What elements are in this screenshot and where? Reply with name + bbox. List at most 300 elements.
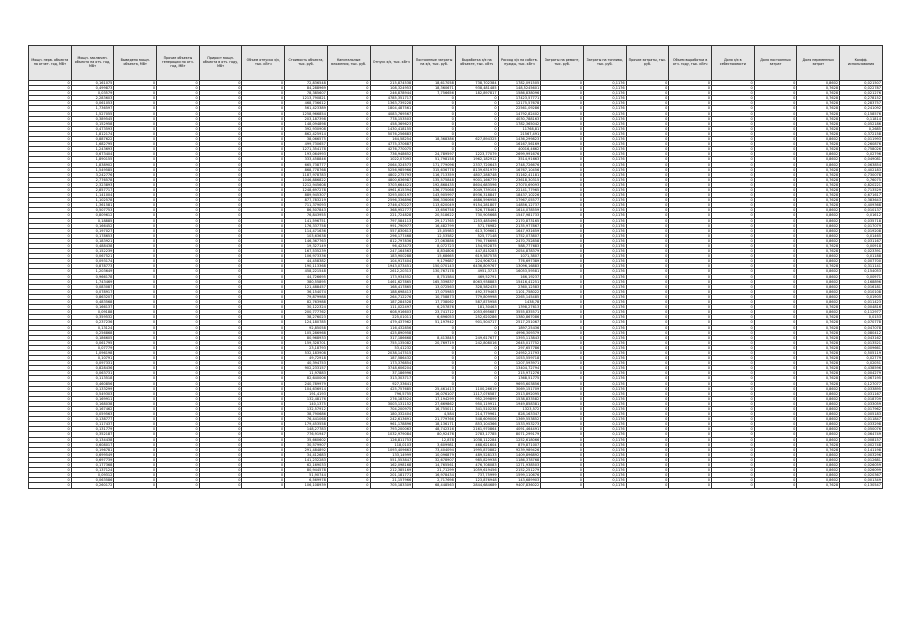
table-cell: 136,775068 xyxy=(413,187,456,192)
table-cell: 0,8602 xyxy=(797,396,840,401)
table-cell: 0 xyxy=(327,233,370,238)
table-cell: 16167,56169 xyxy=(498,142,541,147)
table-cell: 6,569978 xyxy=(285,478,328,483)
table-cell: 2337,720643 xyxy=(455,162,498,167)
table-cell: 0 xyxy=(242,264,285,269)
table-cell: 0,177368 xyxy=(71,463,114,468)
table-cell: 0 xyxy=(626,330,669,335)
table-cell: 0 xyxy=(712,376,755,381)
table-cell: 0 xyxy=(114,315,157,320)
table-cell: 1804,487561 xyxy=(370,106,413,111)
table-cell: 0,1176 xyxy=(583,345,626,350)
table-cell: 0 xyxy=(157,116,200,121)
table-cell: 19,327149 xyxy=(285,244,328,249)
table-cell: 0,09312 xyxy=(71,473,114,478)
table-cell: 0 xyxy=(199,437,242,442)
table-cell: 0 xyxy=(327,116,370,121)
table-cell: 0 xyxy=(712,447,755,452)
table-cell: 0,8602 xyxy=(797,457,840,462)
table-cell: 0 xyxy=(541,391,584,396)
table-cell: 0 xyxy=(199,244,242,249)
table-cell: 571,76982 xyxy=(455,223,498,228)
table-cell: 9154,281807 xyxy=(455,203,498,208)
table-cell: 3049,739104 xyxy=(455,187,498,192)
table-cell: 0 xyxy=(754,111,797,116)
table-cell: 0 xyxy=(754,427,797,432)
table-cell: 0 xyxy=(199,305,242,310)
table-cell: 0 xyxy=(327,172,370,177)
table-cell: 0,8602 xyxy=(797,274,840,279)
table-cell: 11768,81 xyxy=(498,126,541,131)
table-cell: 0 xyxy=(754,101,797,106)
column-header: Капитальные вложения, тыс. руб. xyxy=(327,46,370,81)
table-cell: 1599,110676 xyxy=(498,473,541,478)
table-cell: 0,1176 xyxy=(583,432,626,437)
table-cell: 0 xyxy=(754,340,797,345)
table-cell: 0,169911 xyxy=(71,396,114,401)
table-cell: 0 xyxy=(541,121,584,126)
table-cell: 0 xyxy=(626,106,669,111)
table-cell: 0 xyxy=(114,432,157,437)
table-cell: 246,878944 xyxy=(370,91,413,96)
table-cell: 1586,838096 xyxy=(498,91,541,96)
table-cell: 18437,10226 xyxy=(498,193,541,198)
table-cell: 0 xyxy=(242,223,285,228)
table-cell: 0 xyxy=(29,284,72,289)
table-cell: 16767,10456 xyxy=(498,167,541,172)
table-cell: 0,1176 xyxy=(583,371,626,376)
table-cell: 0 xyxy=(242,396,285,401)
table-cell: 0,166137 xyxy=(71,305,114,310)
table-cell: 24,789597 xyxy=(413,152,456,157)
table-cell: 0,966178 xyxy=(71,274,114,279)
table-cell: 0 xyxy=(157,356,200,361)
table-cell: 0 xyxy=(29,193,72,198)
table-cell: 0 xyxy=(199,356,242,361)
table-cell: 48,742316 xyxy=(413,427,456,432)
table-cell: 8071,299179 xyxy=(498,432,541,437)
table-cell: 0 xyxy=(626,157,669,162)
table-cell: 9,179687 xyxy=(413,259,456,264)
table-cell: 0 xyxy=(712,386,755,391)
table-cell: 0 xyxy=(712,238,755,243)
table-cell: 0 xyxy=(455,147,498,152)
table-cell: 0,7628 xyxy=(797,182,840,187)
table-cell: 0 xyxy=(712,401,755,406)
table-cell: 0 xyxy=(712,96,755,101)
table-cell: 0 xyxy=(669,396,712,401)
table-cell: 1409,896892 xyxy=(498,452,541,457)
table-cell: 0 xyxy=(242,422,285,427)
table-cell: 0 xyxy=(327,412,370,417)
table-cell: 0 xyxy=(626,396,669,401)
table-cell: 0,004279 xyxy=(840,371,883,376)
table-cell: 0 xyxy=(626,463,669,468)
table-cell: 2,776578 xyxy=(71,177,114,182)
table-cell: 0 xyxy=(712,457,755,462)
table-cell: 0,1176 xyxy=(583,269,626,274)
table-cell: 0 xyxy=(114,376,157,381)
table-cell: 0 xyxy=(541,218,584,223)
table-cell: 0 xyxy=(327,91,370,96)
table-cell: 2,323893 xyxy=(71,182,114,187)
table-cell: 0 xyxy=(242,386,285,391)
table-cell: 0 xyxy=(157,213,200,218)
table-cell: 0 xyxy=(114,213,157,218)
table-cell: 0,1176 xyxy=(583,152,626,157)
table-cell: 0 xyxy=(114,386,157,391)
table-cell: 247,164563 xyxy=(370,249,413,254)
table-cell: 0 xyxy=(754,457,797,462)
table-cell: 0 xyxy=(541,407,584,412)
table-cell: 0 xyxy=(626,279,669,284)
table-cell: 0,141198 xyxy=(840,447,883,452)
table-cell: 0 xyxy=(669,330,712,335)
table-cell: 0 xyxy=(157,315,200,320)
table-cell: 0,256868 xyxy=(71,330,114,335)
table-cell: 146,367763 xyxy=(285,238,328,243)
table-cell: 297,657786 xyxy=(498,345,541,350)
table-cell: 0 xyxy=(712,203,755,208)
table-cell: 0 xyxy=(114,223,157,228)
table-cell: 0 xyxy=(157,91,200,96)
table-cell: 124,180785 xyxy=(285,320,328,325)
table-cell: 0 xyxy=(541,172,584,177)
table-cell: 0 xyxy=(626,407,669,412)
table-cell: 0 xyxy=(541,244,584,249)
table-cell: 8,834806 xyxy=(413,249,456,254)
table-cell: 0 xyxy=(455,116,498,121)
table-cell: 0 xyxy=(327,254,370,259)
table-cell: 0 xyxy=(199,223,242,228)
table-cell: 0,078917 xyxy=(71,289,114,294)
table-cell: 0,1176 xyxy=(583,187,626,192)
table-cell: 0,127077 xyxy=(840,381,883,386)
table-cell: 0 xyxy=(754,126,797,131)
table-cell: 3,242776 xyxy=(71,172,114,177)
table-cell: 0 xyxy=(242,391,285,396)
table-cell: 1752,073807 xyxy=(498,233,541,238)
table-cell: 0 xyxy=(327,300,370,305)
table-cell: 0 xyxy=(541,417,584,422)
table-cell: 0,8602 xyxy=(797,81,840,86)
table-cell: 40016,4662 xyxy=(498,147,541,152)
table-cell: 0,154053 xyxy=(840,269,883,274)
table-cell: 0 xyxy=(712,213,755,218)
table-cell: 0,1176 xyxy=(583,142,626,147)
table-cell: 0 xyxy=(114,142,157,147)
table-cell: 0 xyxy=(626,274,669,279)
table-cell: 0 xyxy=(199,187,242,192)
table-cell: 704,200975 xyxy=(370,407,413,412)
table-cell: 0,033895 xyxy=(840,386,883,391)
table-cell: 0 xyxy=(541,193,584,198)
table-cell: 9407,836022 xyxy=(498,483,541,488)
table-cell: 0,152239 xyxy=(71,249,114,254)
table-cell: 0 xyxy=(29,279,72,284)
table-cell: 0 xyxy=(754,213,797,218)
table-cell: 0,047078 xyxy=(840,325,883,330)
table-cell: 0 xyxy=(712,325,755,330)
table-cell: 0,063731 xyxy=(71,371,114,376)
table-cell: 0 xyxy=(754,478,797,483)
table-cell: 0 xyxy=(242,167,285,172)
table-cell: 0,1176 xyxy=(583,289,626,294)
table-cell: 0,012681 xyxy=(840,457,883,462)
table-cell: 0,1176 xyxy=(583,422,626,427)
table-cell: 0 xyxy=(114,422,157,427)
table-cell: 0 xyxy=(157,366,200,371)
table-cell: 0 xyxy=(754,371,797,376)
table-cell: 40,394753 xyxy=(285,361,328,366)
table-cell: 148,27783 xyxy=(285,427,328,432)
table-cell: 0 xyxy=(157,478,200,483)
table-cell: 0,8602 xyxy=(797,412,840,417)
table-cell: 76,441068 xyxy=(285,417,328,422)
table-cell: 73,404094 xyxy=(413,447,456,452)
table-cell: 0 xyxy=(626,366,669,371)
table-cell: 1461,627865 xyxy=(370,279,413,284)
table-cell: 0 xyxy=(199,259,242,264)
table-cell: 0 xyxy=(157,473,200,478)
table-cell: 0,7628 xyxy=(797,483,840,488)
table-cell: 1053,695687 xyxy=(455,310,498,315)
table-cell: 0 xyxy=(29,218,72,223)
table-cell: 0 xyxy=(754,356,797,361)
table-cell: 0 xyxy=(114,366,157,371)
table-cell: 0 xyxy=(669,81,712,86)
table-cell: 5076,256683 xyxy=(370,131,413,136)
table-cell: 0 xyxy=(541,396,584,401)
table-cell: 0 xyxy=(669,167,712,172)
table-cell: 4800,636987 xyxy=(370,177,413,182)
table-cell: 0 xyxy=(754,284,797,289)
table-cell: 0,1176 xyxy=(583,361,626,366)
table-cell: 0,005183 xyxy=(840,412,883,417)
table-cell: 0 xyxy=(669,381,712,386)
table-cell: 0 xyxy=(114,244,157,249)
table-cell: 0,1176 xyxy=(583,457,626,462)
table-cell: 0 xyxy=(712,345,755,350)
table-cell: 0 xyxy=(541,106,584,111)
table-cell: 0,809612 xyxy=(71,213,114,218)
table-cell: 0 xyxy=(157,157,200,162)
table-cell: 0 xyxy=(157,437,200,442)
table-cell: 0 xyxy=(157,249,200,254)
table-cell: 0,019208 xyxy=(840,228,883,233)
table-cell: 0 xyxy=(669,111,712,116)
table-cell: 608,916603 xyxy=(370,310,413,315)
table-cell: 190,113368 xyxy=(285,264,328,269)
table-cell: 0 xyxy=(541,203,584,208)
table-cell: 0 xyxy=(754,305,797,310)
table-cell: 0 xyxy=(541,182,584,187)
table-cell: 0 xyxy=(626,238,669,243)
table-cell: 0,283757 xyxy=(840,101,883,106)
table-cell: 0 xyxy=(327,366,370,371)
table-cell: 0 xyxy=(157,106,200,111)
table-cell: 0,8602 xyxy=(797,407,840,412)
table-cell: 0 xyxy=(455,366,498,371)
table-cell: 78,385607 xyxy=(285,91,328,96)
table-cell: 0 xyxy=(626,182,669,187)
table-cell: 0 xyxy=(327,238,370,243)
table-cell: 0 xyxy=(114,289,157,294)
table-cell: 0 xyxy=(242,412,285,417)
table-cell: 154,952875 xyxy=(455,244,498,249)
table-cell: 0 xyxy=(199,157,242,162)
table-cell: 0 xyxy=(712,121,755,126)
table-cell: 0 xyxy=(114,340,157,345)
table-cell: 0 xyxy=(114,121,157,126)
table-cell: 1207,593971 xyxy=(498,361,541,366)
table-cell: 0 xyxy=(327,198,370,203)
table-cell: 0 xyxy=(29,447,72,452)
table-cell: 2783,17785 xyxy=(455,432,498,437)
table-cell: 0 xyxy=(626,350,669,355)
table-cell: 0 xyxy=(669,91,712,96)
table-cell: 950,119911 xyxy=(455,401,498,406)
table-cell: 0 xyxy=(114,310,157,315)
table-cell: 0 xyxy=(199,407,242,412)
table-cell: 0 xyxy=(669,223,712,228)
table-cell: 0 xyxy=(712,142,755,147)
table-cell: 0 xyxy=(712,422,755,427)
table-cell: 0 xyxy=(29,269,72,274)
table-cell: 150,070143 xyxy=(413,264,456,269)
table-cell: 0,383643 xyxy=(840,198,883,203)
table-cell: 10,096879 xyxy=(413,452,456,457)
table-cell: 0 xyxy=(29,483,72,488)
table-cell: 0 xyxy=(327,101,370,106)
table-cell: 0 xyxy=(754,223,797,228)
table-cell: 0,017962 xyxy=(840,407,883,412)
table-cell: 0,7628 xyxy=(797,244,840,249)
table-cell: 0,505119 xyxy=(840,350,883,355)
table-cell: 4030,788163 xyxy=(498,116,541,121)
table-cell: 1101,758022 xyxy=(498,289,541,294)
table-cell: 0,1176 xyxy=(583,182,626,187)
table-cell: 0,021276 xyxy=(840,91,883,96)
table-cell: 0 xyxy=(669,289,712,294)
table-cell: 25,461413 xyxy=(413,386,456,391)
table-cell: 0 xyxy=(754,193,797,198)
table-cell: 0 xyxy=(114,279,157,284)
table-cell: 0,7628 xyxy=(797,167,840,172)
table-cell: 0,1176 xyxy=(583,468,626,473)
table-cell: 0 xyxy=(29,335,72,340)
table-cell: 0,1176 xyxy=(583,91,626,96)
table-cell: 0 xyxy=(157,208,200,213)
table-cell: 0 xyxy=(29,96,72,101)
table-cell: 0 xyxy=(114,427,157,432)
table-cell: 1647,931659 xyxy=(498,228,541,233)
table-cell: 2513,892095 xyxy=(498,391,541,396)
table-cell: 212,385169 xyxy=(370,468,413,473)
table-cell: 0 xyxy=(157,238,200,243)
table-cell: 0 xyxy=(541,468,584,473)
table-cell: 0 xyxy=(29,81,72,86)
table-cell: 0 xyxy=(754,452,797,457)
table-cell: 0 xyxy=(669,345,712,350)
table-cell: 0 xyxy=(199,468,242,473)
table-cell: 0 xyxy=(29,315,72,320)
table-cell: 1223,77079 xyxy=(455,152,498,157)
table-cell: 0,713529 xyxy=(840,187,883,192)
table-cell: 796,5755 xyxy=(370,391,413,396)
table-cell: 0 xyxy=(669,269,712,274)
table-cell: 2360,12583 xyxy=(498,284,541,289)
table-cell: 0 xyxy=(712,244,755,249)
table-cell: 0 xyxy=(626,305,669,310)
table-cell: 0 xyxy=(541,340,584,345)
table-cell: 0 xyxy=(712,289,755,294)
table-cell: 0 xyxy=(114,177,157,182)
table-cell: 0 xyxy=(754,131,797,136)
table-cell: 0 xyxy=(754,254,797,259)
table-cell: 368,952777 xyxy=(370,208,413,213)
table-cell: 0 xyxy=(327,422,370,427)
table-cell: 6,257876 xyxy=(413,305,456,310)
table-cell: 862,425914 xyxy=(285,131,328,136)
table-cell: 0 xyxy=(626,96,669,101)
table-cell: 0 xyxy=(541,111,584,116)
table-cell: 24952,21793 xyxy=(498,350,541,355)
table-cell: 0 xyxy=(754,366,797,371)
table-cell: 0,887622 xyxy=(71,137,114,142)
table-cell: 0 xyxy=(626,121,669,126)
table-cell: 18,136171 xyxy=(413,422,456,427)
table-cell: 0 xyxy=(669,401,712,406)
table-cell: 0,183921 xyxy=(71,238,114,243)
table-cell: 31162,41181 xyxy=(498,172,541,177)
table-cell: 0 xyxy=(29,289,72,294)
table-cell: 0 xyxy=(157,172,200,177)
table-cell: 0,1176 xyxy=(583,147,626,152)
table-cell: 0 xyxy=(327,340,370,345)
table-cell: 0 xyxy=(669,356,712,361)
table-cell: 0 xyxy=(199,177,242,182)
table-cell: 0 xyxy=(199,320,242,325)
table-cell: 0 xyxy=(669,325,712,330)
table-cell: 0 xyxy=(114,396,157,401)
table-cell: 0 xyxy=(114,483,157,488)
table-cell: 0 xyxy=(712,249,755,254)
table-cell: 0 xyxy=(754,447,797,452)
table-cell: 0,018709 xyxy=(840,396,883,401)
table-cell: 0 xyxy=(242,193,285,198)
table-cell: 0 xyxy=(413,376,456,381)
table-cell: 135,575848 xyxy=(413,177,456,182)
table-cell: 0 xyxy=(242,279,285,284)
table-cell: 0 xyxy=(541,432,584,437)
table-cell: 0 xyxy=(712,116,755,121)
table-cell: 0 xyxy=(157,198,200,203)
table-cell: 0 xyxy=(327,126,370,131)
table-cell: 2135,977867 xyxy=(498,223,541,228)
table-cell: 0 xyxy=(712,305,755,310)
table-cell: 0,013521 xyxy=(840,340,883,345)
table-cell: 68,448563 xyxy=(413,483,456,488)
table-cell: 0 xyxy=(29,172,72,177)
table-cell: 0,07779 xyxy=(71,345,114,350)
table-cell: 0 xyxy=(327,310,370,315)
table-cell: 0 xyxy=(327,345,370,350)
table-cell: 3,609981 xyxy=(413,442,456,447)
table-cell: 0 xyxy=(242,106,285,111)
table-cell: 0 xyxy=(199,91,242,96)
table-cell: 1436,299823 xyxy=(498,137,541,142)
